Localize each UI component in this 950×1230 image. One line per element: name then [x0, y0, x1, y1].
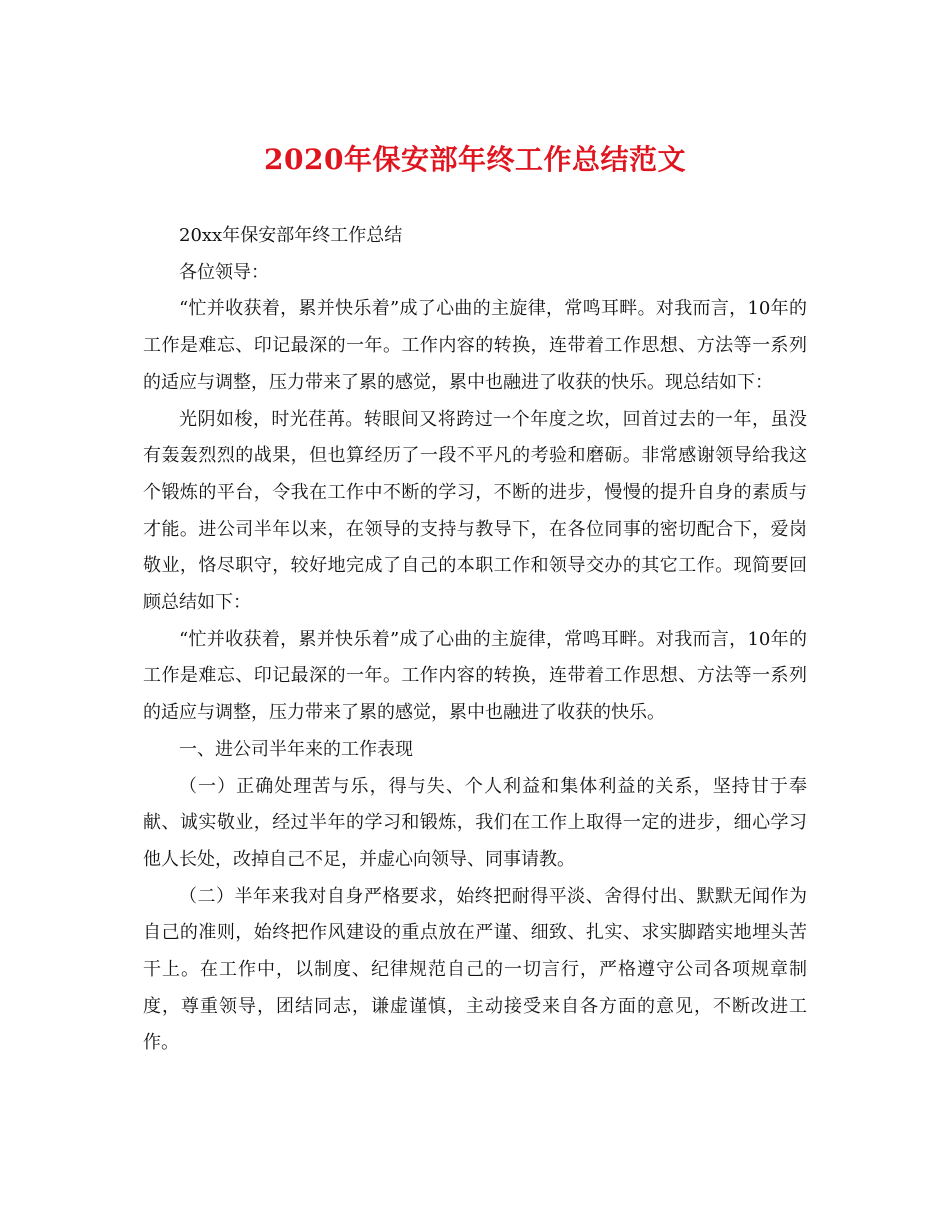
- paragraph-item-1: （一）正确处理苦与乐，得与失、个人利益和集体利益的关系，坚持甘于奉献、诚实敬业，经过半年的学习和锻炼，我们在工作上取得一定的进步，细心学习他人长处，改掉自己不足，并虚心向领导、同事请教。: [143, 775, 807, 870]
- document-body: [143, 218, 807, 1062]
- document-title: 2020年保安部年终工作总结范文: [264, 143, 686, 176]
- paragraph-review: 光阴如梭，时光荏苒。转眼间又将跨过一个年度之坎，回首过去的一年，虽没有轰轰烈烈的战果，但也算经历了一段不平凡的考验和磨砺。非常感谢领导给我这个锻炼的平台，令我在工作中不断的学习，不断的进步，慢慢的提升自身的素质与才能。进公司半年以来，在领导的支持与教导下，在各位同事的密切配合下，爱岗敬业，恪尽职守，较好地完成了自己的本职工作和领导交办的其它工作。现简要回顾总结如下：: [143, 408, 807, 614]
- paragraph-salutation: 各位领导：: [179, 261, 269, 283]
- paragraph-intro: “忙并收获着，累并快乐着”成了心曲的主旋律，常鸣耳畔。对我而言，10年的工作是难忘、印记最深的一年。工作内容的转换，连带着工作思想、方法等一系列的适应与调整，压力带来了累的感觉，累中也融进了收获的快乐。现总结如下：: [143, 298, 807, 393]
- paragraph-item-2: （二）半年来我对自身严格要求，始终把耐得平淡、舍得付出、默默无闻作为自己的准则，始终把作风建设的重点放在严谨、细致、扎实、求实脚踏实地埋头苦干上。在工作中，以制度、纪律规范自己的一切言行，严格遵守公司各项规章制度，尊重领导，团结同志，谦虚谨慎，主动接受来自各方面的意见，不断改进工作。: [143, 885, 807, 1054]
- paragraph-subtitle: 20xx年保安部年终工作总结: [179, 225, 403, 246]
- paragraph-intro-repeat: “忙并收获着，累并快乐着”成了心曲的主旋律，常鸣耳畔。对我而言，10年的工作是难忘、印记最深的一年。工作内容的转换，连带着工作思想、方法等一系列的适应与调整，压力带来了累的感觉，累中也融进了收获的快乐。: [143, 628, 807, 724]
- section-heading-1: 一、进公司半年来的工作表现: [179, 738, 413, 760]
